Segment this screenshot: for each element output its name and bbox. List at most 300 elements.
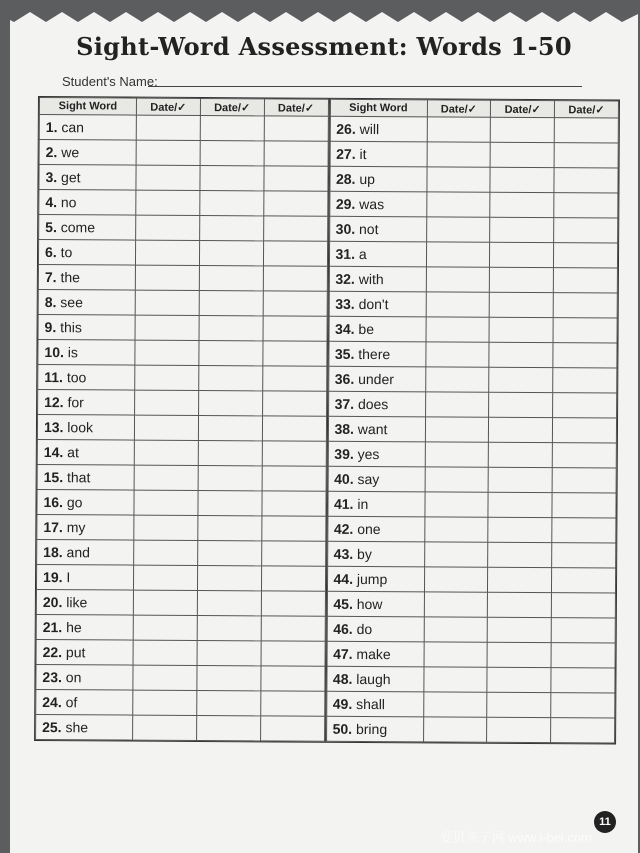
word-number: 9.	[44, 319, 57, 336]
date-check-cell[interactable]	[551, 718, 615, 743]
date-check-cell[interactable]	[261, 591, 325, 616]
header-date: Date/✓	[136, 98, 200, 115]
date-check-cell[interactable]	[425, 467, 489, 492]
word-row	[328, 441, 617, 468]
date-check-cell[interactable]	[261, 641, 325, 666]
date-check-cell[interactable]	[487, 692, 551, 717]
word-number: 29.	[335, 195, 356, 212]
date-check-cell[interactable]	[261, 541, 325, 566]
date-check-cell[interactable]	[199, 315, 263, 340]
date-check-cell[interactable]	[133, 640, 197, 665]
date-check-cell[interactable]	[263, 316, 327, 341]
date-check-cell[interactable]	[198, 515, 262, 540]
date-check-cell[interactable]	[263, 216, 327, 241]
date-check-cell[interactable]	[554, 193, 618, 218]
words-1-25-column	[35, 97, 328, 742]
date-check-cell[interactable]	[488, 517, 552, 542]
word-row	[38, 240, 327, 267]
word-number: 22.	[42, 644, 63, 661]
date-check-cell[interactable]	[136, 190, 200, 215]
date-check-cell[interactable]	[135, 240, 199, 265]
date-check-cell[interactable]	[553, 343, 617, 368]
word-number: 50.	[332, 720, 353, 737]
date-check-cell[interactable]	[425, 417, 489, 442]
date-check-cell[interactable]	[197, 615, 261, 640]
date-check-cell[interactable]	[200, 140, 264, 165]
word-number: 25.	[42, 719, 62, 736]
date-check-cell[interactable]	[554, 143, 618, 168]
date-check-cell[interactable]	[263, 191, 327, 216]
sight-word-cell	[39, 165, 136, 191]
sight-word-cell	[329, 166, 426, 192]
sight-word: we	[61, 144, 80, 161]
date-check-cell[interactable]	[197, 540, 261, 565]
sight-word: look	[67, 419, 94, 436]
sight-word: it	[359, 145, 367, 163]
sight-word: I	[66, 569, 71, 586]
date-check-cell[interactable]	[197, 590, 261, 615]
sight-word: shall	[356, 695, 385, 713]
date-check-cell[interactable]	[263, 241, 327, 266]
date-check-cell[interactable]	[490, 167, 554, 192]
date-check-cell[interactable]	[424, 542, 488, 567]
date-check-cell[interactable]	[200, 190, 264, 215]
worksheet-page	[10, 0, 638, 853]
header-date: Date/✓	[555, 101, 619, 118]
date-check-cell[interactable]	[425, 392, 489, 417]
date-check-cell[interactable]	[134, 490, 198, 515]
word-row	[328, 391, 617, 418]
sight-word-cell	[328, 416, 425, 442]
sight-word: is	[67, 344, 78, 361]
word-row	[327, 616, 616, 643]
date-check-cell[interactable]	[490, 192, 554, 217]
date-check-cell[interactable]	[199, 365, 263, 390]
word-row	[39, 215, 328, 242]
word-row	[330, 116, 619, 143]
sight-word-cell	[328, 366, 425, 392]
word-row	[329, 216, 618, 243]
word-row	[36, 664, 325, 691]
word-number: 16.	[43, 494, 64, 511]
word-number: 5.	[45, 219, 57, 236]
sight-word: was	[359, 195, 385, 213]
sight-word-cell	[38, 365, 135, 391]
date-check-cell[interactable]	[133, 665, 197, 690]
sight-word-cell	[37, 490, 134, 516]
date-check-cell[interactable]	[424, 642, 488, 667]
date-check-cell[interactable]	[133, 565, 197, 590]
sight-word: of	[65, 694, 78, 711]
date-check-cell[interactable]	[261, 616, 325, 641]
word-number: 28.	[335, 170, 356, 187]
date-check-cell[interactable]	[197, 690, 261, 715]
date-check-cell[interactable]	[135, 265, 199, 290]
sight-word: one	[357, 520, 381, 538]
word-row	[39, 190, 328, 217]
sight-word-cell	[39, 190, 136, 216]
date-check-cell[interactable]	[427, 117, 491, 142]
date-check-cell[interactable]	[264, 166, 328, 191]
date-check-cell[interactable]	[135, 390, 199, 415]
sight-word-cell	[39, 140, 136, 166]
date-check-cell[interactable]	[134, 465, 198, 490]
date-check-cell[interactable]	[489, 442, 553, 467]
date-check-cell[interactable]	[261, 516, 325, 541]
sight-word-cell	[327, 566, 424, 592]
sight-word-cell	[38, 265, 135, 291]
word-row	[39, 115, 328, 142]
date-check-cell[interactable]	[426, 167, 490, 192]
sight-word-cell	[36, 614, 133, 640]
page-title: Sight-Word Assessment: Words 1-50	[76, 32, 572, 61]
date-check-cell[interactable]	[426, 217, 490, 242]
date-check-cell[interactable]	[423, 667, 487, 692]
date-check-cell[interactable]	[491, 117, 555, 142]
word-row	[39, 165, 328, 192]
word-number: 45.	[333, 595, 353, 612]
sight-word: how	[356, 595, 383, 613]
word-row	[36, 639, 325, 666]
date-check-cell[interactable]	[487, 617, 551, 642]
word-row	[329, 266, 618, 293]
date-check-cell[interactable]	[199, 340, 263, 365]
sight-word: and	[66, 544, 90, 561]
date-check-cell[interactable]	[136, 115, 200, 140]
word-row	[38, 390, 327, 417]
date-check-cell[interactable]	[262, 466, 326, 491]
word-number: 34.	[335, 320, 355, 337]
date-check-cell[interactable]	[199, 215, 263, 240]
date-check-cell[interactable]	[198, 490, 262, 515]
word-number: 18.	[43, 544, 63, 561]
sight-word: she	[65, 719, 89, 736]
word-row	[328, 366, 617, 393]
date-check-cell[interactable]	[551, 618, 615, 643]
date-check-cell[interactable]	[554, 168, 618, 193]
sight-word-cell	[37, 465, 134, 491]
word-row	[37, 540, 326, 567]
date-check-cell[interactable]	[553, 268, 617, 293]
date-check-cell[interactable]	[200, 165, 264, 190]
date-check-cell[interactable]	[488, 542, 552, 567]
date-check-cell[interactable]	[135, 315, 199, 340]
word-row	[38, 290, 327, 317]
date-check-cell[interactable]	[424, 492, 488, 517]
date-check-cell[interactable]	[424, 617, 488, 642]
word-number: 31.	[335, 245, 356, 262]
sight-word: not	[359, 220, 379, 238]
date-check-cell[interactable]	[424, 592, 488, 617]
sight-word: the	[60, 269, 80, 286]
word-number: 8.	[44, 294, 57, 311]
date-check-cell[interactable]	[488, 567, 552, 592]
word-number: 23.	[42, 669, 62, 686]
sight-word: with	[358, 270, 384, 288]
date-check-cell[interactable]	[552, 493, 616, 518]
sight-word-cell	[39, 215, 136, 241]
date-check-cell[interactable]	[425, 367, 489, 392]
date-check-cell[interactable]	[552, 443, 616, 468]
word-number: 13.	[43, 419, 64, 436]
sight-word-cell	[329, 266, 426, 292]
date-check-cell[interactable]	[197, 665, 261, 690]
sight-word: a	[358, 245, 367, 263]
date-check-cell[interactable]	[489, 292, 553, 317]
date-check-cell[interactable]	[135, 365, 199, 390]
date-check-cell[interactable]	[488, 492, 552, 517]
date-check-cell[interactable]	[554, 118, 618, 143]
date-check-cell[interactable]	[490, 242, 554, 267]
word-number: 48.	[332, 670, 353, 687]
sight-word-cell	[37, 515, 134, 541]
word-row	[327, 516, 616, 543]
date-check-cell[interactable]	[490, 267, 554, 292]
word-row	[38, 315, 327, 342]
word-row	[328, 466, 617, 493]
date-check-cell[interactable]	[490, 217, 554, 242]
date-check-cell[interactable]	[424, 567, 488, 592]
word-number: 36.	[334, 370, 355, 387]
word-row	[36, 614, 325, 641]
page-number: 11	[594, 811, 616, 833]
word-row	[38, 340, 327, 367]
sight-word-cell	[326, 691, 423, 717]
sight-word: do	[356, 620, 373, 638]
date-check-cell[interactable]	[426, 192, 490, 217]
date-check-cell[interactable]	[261, 666, 325, 691]
sight-word: make	[356, 645, 391, 663]
sight-word: no	[60, 194, 77, 211]
sight-word: on	[65, 669, 82, 686]
word-number: 6.	[44, 244, 57, 261]
date-check-cell[interactable]	[133, 590, 197, 615]
word-row	[327, 591, 616, 618]
date-check-cell[interactable]	[135, 340, 199, 365]
sight-word-cell	[327, 616, 424, 642]
date-check-cell[interactable]	[426, 292, 490, 317]
word-number: 32.	[335, 270, 355, 287]
date-check-cell[interactable]	[133, 715, 197, 740]
date-check-cell[interactable]	[488, 467, 552, 492]
sight-word-cell	[36, 639, 133, 665]
word-row	[326, 691, 615, 718]
sight-word-cell	[328, 466, 425, 492]
word-row	[329, 316, 618, 343]
word-row	[37, 515, 326, 542]
sight-word: he	[66, 619, 82, 636]
word-number: 10.	[44, 344, 64, 361]
sight-word: there	[358, 345, 391, 363]
word-number: 2.	[45, 144, 58, 161]
date-check-cell[interactable]	[196, 715, 260, 740]
header-date: Date/✓	[200, 98, 264, 115]
word-row	[38, 265, 327, 292]
date-check-cell[interactable]	[423, 692, 487, 717]
date-check-cell[interactable]	[424, 517, 488, 542]
date-check-cell[interactable]	[552, 468, 616, 493]
sight-word: for	[67, 394, 84, 411]
word-number: 42.	[333, 520, 354, 537]
date-check-cell[interactable]	[490, 142, 554, 167]
date-check-cell[interactable]	[489, 392, 553, 417]
date-check-cell[interactable]	[263, 266, 327, 291]
date-check-cell[interactable]	[134, 515, 198, 540]
word-number: 40.	[334, 470, 354, 487]
date-check-cell[interactable]	[198, 465, 262, 490]
word-row	[38, 365, 327, 392]
date-check-cell[interactable]	[551, 668, 615, 693]
date-check-cell[interactable]	[197, 565, 261, 590]
sight-word-cell	[329, 316, 426, 342]
date-check-cell[interactable]	[489, 367, 553, 392]
date-check-cell[interactable]	[262, 441, 326, 466]
sight-word-cell	[329, 291, 426, 317]
date-check-cell[interactable]	[264, 141, 328, 166]
date-check-cell[interactable]	[133, 615, 197, 640]
sight-word: up	[359, 170, 375, 188]
sight-word-cell	[39, 115, 136, 141]
date-check-cell[interactable]	[262, 391, 326, 416]
word-number: 12.	[44, 394, 64, 411]
sight-word-cell	[329, 191, 426, 217]
date-check-cell[interactable]	[553, 418, 617, 443]
date-check-cell[interactable]	[198, 415, 262, 440]
sight-word-cell	[37, 415, 134, 441]
date-check-cell[interactable]	[426, 242, 490, 267]
sight-word: get	[61, 169, 81, 186]
date-check-cell[interactable]	[198, 390, 262, 415]
sight-word: that	[66, 469, 91, 486]
date-check-cell[interactable]	[262, 491, 326, 516]
sight-word-cell	[329, 241, 426, 267]
date-check-cell[interactable]	[200, 115, 264, 140]
word-number: 3.	[45, 169, 58, 186]
word-number: 24.	[42, 694, 62, 711]
header-sight-word: Sight Word	[330, 99, 427, 117]
date-check-cell[interactable]	[136, 140, 200, 165]
date-check-cell[interactable]	[135, 290, 199, 315]
word-number: 46.	[333, 620, 353, 637]
header-date: Date/✓	[264, 99, 328, 116]
date-check-cell[interactable]	[134, 415, 198, 440]
word-number: 39.	[334, 445, 354, 462]
date-check-cell[interactable]	[553, 293, 617, 318]
date-check-cell[interactable]	[427, 142, 491, 167]
word-row	[328, 416, 617, 443]
word-number: 21.	[42, 619, 63, 636]
sight-word-cell	[37, 440, 134, 466]
date-check-cell[interactable]	[136, 215, 200, 240]
date-check-cell[interactable]	[487, 717, 551, 742]
word-row	[330, 141, 619, 168]
date-check-cell[interactable]	[425, 342, 489, 367]
sight-word-cell	[36, 565, 133, 591]
date-check-cell[interactable]	[551, 593, 615, 618]
date-check-cell[interactable]	[262, 366, 326, 391]
date-check-cell[interactable]	[199, 290, 263, 315]
date-check-cell[interactable]	[488, 592, 552, 617]
date-check-cell[interactable]	[489, 317, 553, 342]
sight-word: will	[359, 120, 380, 138]
sight-word: under	[358, 370, 394, 388]
sight-word: laugh	[356, 670, 391, 688]
sight-word: in	[357, 495, 369, 513]
sight-word-cell	[330, 116, 427, 142]
sight-word-cell	[38, 340, 135, 366]
sight-word: at	[67, 444, 79, 461]
date-check-cell[interactable]	[261, 566, 325, 591]
sight-word: jump	[356, 570, 388, 588]
date-check-cell[interactable]	[425, 442, 489, 467]
date-check-cell[interactable]	[423, 717, 487, 742]
word-number: 4.	[45, 194, 58, 211]
sight-word: bring	[355, 720, 388, 738]
date-check-cell[interactable]	[260, 716, 324, 741]
word-number: 11.	[44, 369, 64, 386]
sight-word-cell	[36, 714, 133, 740]
date-check-cell[interactable]	[426, 317, 490, 342]
word-number: 33.	[335, 295, 355, 312]
date-check-cell[interactable]	[487, 667, 551, 692]
date-check-cell[interactable]	[487, 642, 551, 667]
date-check-cell[interactable]	[489, 342, 553, 367]
date-check-cell[interactable]	[553, 318, 617, 343]
date-check-cell[interactable]	[199, 240, 263, 265]
date-check-cell[interactable]	[552, 568, 616, 593]
date-check-cell[interactable]	[553, 393, 617, 418]
date-check-cell[interactable]	[198, 440, 262, 465]
assessment-grid	[34, 96, 620, 745]
sight-word: go	[66, 494, 83, 511]
word-row	[327, 566, 616, 593]
word-number: 37.	[334, 395, 355, 412]
word-number: 30.	[335, 220, 356, 237]
date-check-cell[interactable]	[426, 267, 490, 292]
date-check-cell[interactable]	[553, 368, 617, 393]
date-check-cell[interactable]	[136, 165, 200, 190]
date-check-cell[interactable]	[551, 693, 615, 718]
date-check-cell[interactable]	[489, 417, 553, 442]
date-check-cell[interactable]	[552, 518, 616, 543]
date-check-cell[interactable]	[262, 416, 326, 441]
date-check-cell[interactable]	[199, 265, 263, 290]
date-check-cell[interactable]	[554, 218, 618, 243]
sight-word: too	[66, 369, 87, 386]
date-check-cell[interactable]	[552, 543, 616, 568]
sight-word-cell	[327, 591, 424, 617]
date-check-cell[interactable]	[263, 291, 327, 316]
sight-word: don't	[358, 295, 389, 313]
date-check-cell[interactable]	[197, 640, 261, 665]
date-check-cell[interactable]	[263, 341, 327, 366]
sight-word: can	[61, 119, 85, 136]
student-name-field[interactable]	[148, 86, 582, 87]
date-check-cell[interactable]	[260, 691, 324, 716]
sight-word-cell	[327, 641, 424, 667]
date-check-cell[interactable]	[264, 116, 328, 141]
date-check-cell[interactable]	[551, 643, 615, 668]
date-check-cell[interactable]	[133, 690, 197, 715]
sight-word: put	[65, 644, 86, 661]
words-26-50-column	[325, 99, 619, 744]
date-check-cell[interactable]	[554, 243, 618, 268]
sight-word: be	[358, 320, 375, 338]
date-check-cell[interactable]	[134, 540, 198, 565]
site-watermark: 爱贝亲子网 www.i-bei.com	[439, 830, 592, 845]
date-check-cell[interactable]	[134, 440, 198, 465]
sight-word-cell	[327, 491, 424, 517]
